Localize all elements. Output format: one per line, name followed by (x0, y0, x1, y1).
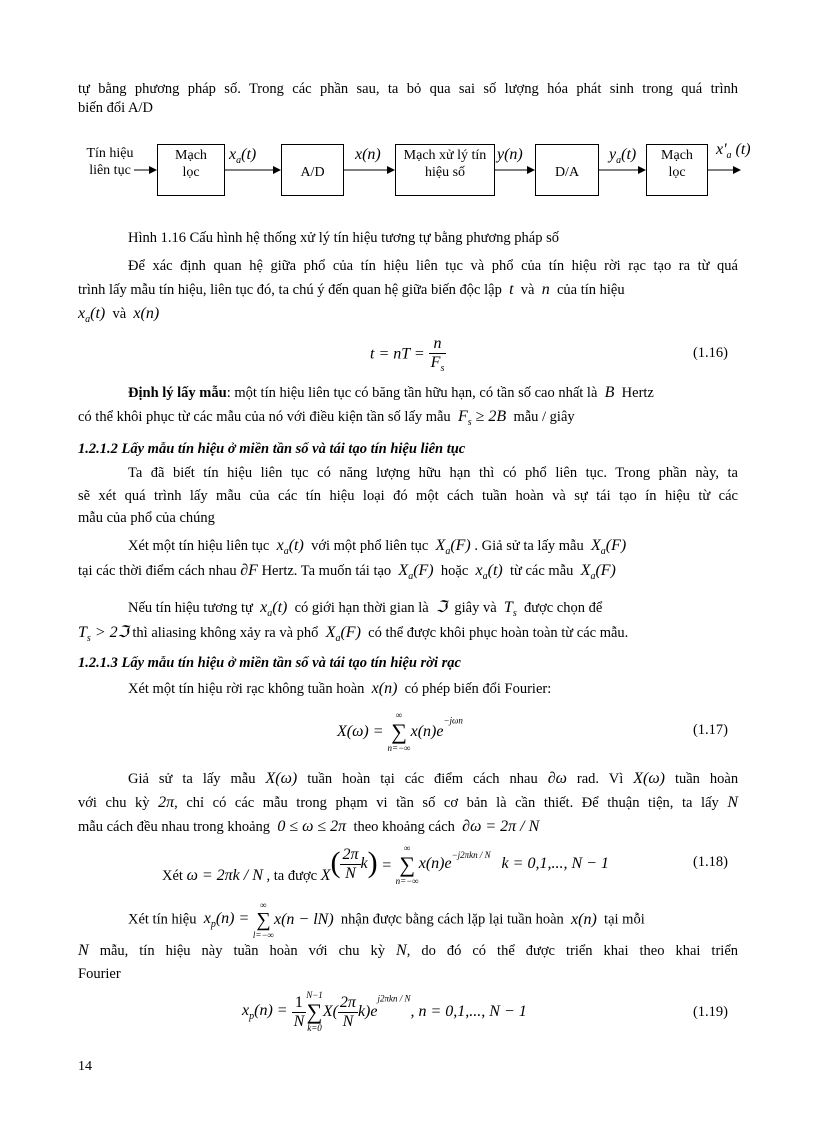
section-heading: 1.2.1.2 Lấy mẫu tín hiệu ở miền tần số và tái tạo tín hiệu liên tục (78, 441, 466, 457)
equation-1-16: t = nT = $\frac{n}{F_s}$ (370, 335, 445, 375)
paragraph-line: $T_s$ > 2ℑ thì aliasing không xảy ra và phổ $X_a(F)$ có thể được khôi phục hoàn toàn từ các mẫu. (78, 624, 629, 645)
paragraph-line: Xét một tín hiệu rời rạc không tuần hoàn x(n) có phép biến đổi Fourier: (128, 680, 552, 697)
paragraph-line: tự bằng phương pháp số. Trong các phần sau, ta bỏ qua sai số lượng hóa phát sinh trong quá trình (78, 81, 738, 97)
paragraph-line: Xét một tín hiệu liên tục $x_a(t)$ với một phổ liên tục $X_a(F)$ . Giả sử ta lấy mẫu $X_a(F)$ (128, 537, 627, 558)
theorem-line: có thể khôi phục từ các mẫu của nó với điều kiện tần số lấy mẫu $F_s \ge 2B$ mẫu / giây (78, 408, 575, 429)
filter-block: Mạch lọc (646, 144, 708, 196)
input-label: Tín hiệu liên tục (86, 146, 134, 178)
signal-label-xn: x(n) (355, 146, 381, 163)
figure-caption: Hình 1.16 Cấu hình hệ thống xử lý tín hiệu tương tự bằng phương pháp số (128, 230, 559, 246)
paragraph-line: Để xác định quan hệ giữa phổ của tín hiệu liên tục và phổ của tín hiệu rời rạc tạo ra từ quá (128, 258, 738, 274)
theorem: Định lý lấy mẫu: một tín hiệu liên tục có băng tần hữu hạn, có tần số cao nhất là B Hertz (128, 384, 654, 401)
paragraph-line: mẫu của phổ của chúng (78, 510, 215, 526)
paragraph-line: tại các thời điểm cách nhau ∂F Hertz. Ta muốn tái tạo $X_a(F)$ hoặc $x_a(t)$ từ các mẫu $X_a(F)$ (78, 562, 616, 583)
dsp-block: Mạch xử lý tín hiệu số (395, 144, 495, 196)
da-block: D/A (535, 144, 599, 196)
signal-label-yn: y(n) (497, 146, 523, 163)
paragraph-line: N mẫu, tín hiệu này tuần hoàn với chu kỳ N, do đó có thể được triển khai theo khai triển (78, 942, 739, 959)
paragraph-line: trình lấy mẫu tín hiệu, liên tục đó, ta chú ý đến quan hệ giữa biến độc lập t và n của tín hiệu (78, 281, 625, 298)
paragraph-line: Ta đã biết tín hiệu liên tục có năng lượng hữu hạn thì có phổ liên tục. Trong phần này, ta (128, 465, 738, 481)
section-heading: 1.2.1.3 Lấy mẫu tín hiệu ở miền tần số và tái tạo tín hiệu rời rạc (78, 655, 461, 671)
equation-1-18: Xét ω = 2πk / N , ta được X( $\frac{2\pi}{N}$ k) = ∞ ∑ n=−∞ $x(n)e^{-j2\pi kn / N}$ k = 0,1,..., N − 1 (162, 842, 609, 886)
signal-label-out: $x'_a$ (t) (716, 141, 751, 162)
page-number: 14 (78, 1059, 92, 1074)
paragraph-line: Nếu tín hiệu tương tự $x_a(t)$ có giới hạn thời gian là ℑ giây và $T_s$ được chọn để (128, 599, 603, 620)
equation-number: (1.19) (692, 1004, 728, 1020)
paragraph-line: sẽ xét quá trình lấy mẫu của các tín hiệu loại đó một cách tuần hoàn và sự tái tạo ín hiệu từ các (78, 488, 738, 504)
equation-number: (1.18) (692, 854, 728, 870)
paragraph-line: Giả sử ta lấy mẫu X(ω) tuần hoàn tại các điểm cách nhau ∂ω rad. Vì X(ω) tuần hoàn (128, 770, 739, 787)
signal-label-xa: $x_a(t)$ (229, 146, 257, 167)
equation-number: (1.17) (692, 722, 728, 738)
paragraph-line: Fourier (78, 966, 121, 982)
block-diagram (0, 0, 816, 200)
paragraph-line: mẫu cách đều nhau trong khoảng 0 ≤ ω ≤ 2π theo khoảng cách ∂ω = 2π / N (78, 818, 540, 835)
paragraph-line: với chu kỳ 2π, chỉ có các mẫu trong phạm vi tần số cơ bản là cần thiết. Để thuận tiện, ta lấy N (78, 794, 739, 811)
ad-block: A/D (281, 144, 344, 196)
paragraph-line: biến đổi A/D (78, 100, 153, 116)
filter-block: Mạch lọc (157, 144, 225, 196)
equation-1-19: $x_p(n)$ = $\frac{1}{N}$ N−1 ∑ k=0 X( $\frac{2\pi}{N}$ $k)e^{j2\pi kn / N}$, n = 0,1,..., N − 1 (242, 990, 527, 1033)
paragraph-line: Xét tín hiệu $x_p(n)$ = ∞ ∑ l=−∞ x(n − lN) nhận được bằng cách lặp lại tuần hoàn x(n) tại mỗi (128, 900, 645, 940)
equation-number: (1.16) (692, 345, 728, 361)
equation-1-17: X(ω) = ∞ ∑ n=−∞ $x(n)e^{-j\omega n}$ (337, 710, 463, 753)
signal-label-ya: $y_a(t)$ (609, 146, 637, 167)
paragraph-line: $x_a(t)$ và x(n) (78, 305, 160, 326)
